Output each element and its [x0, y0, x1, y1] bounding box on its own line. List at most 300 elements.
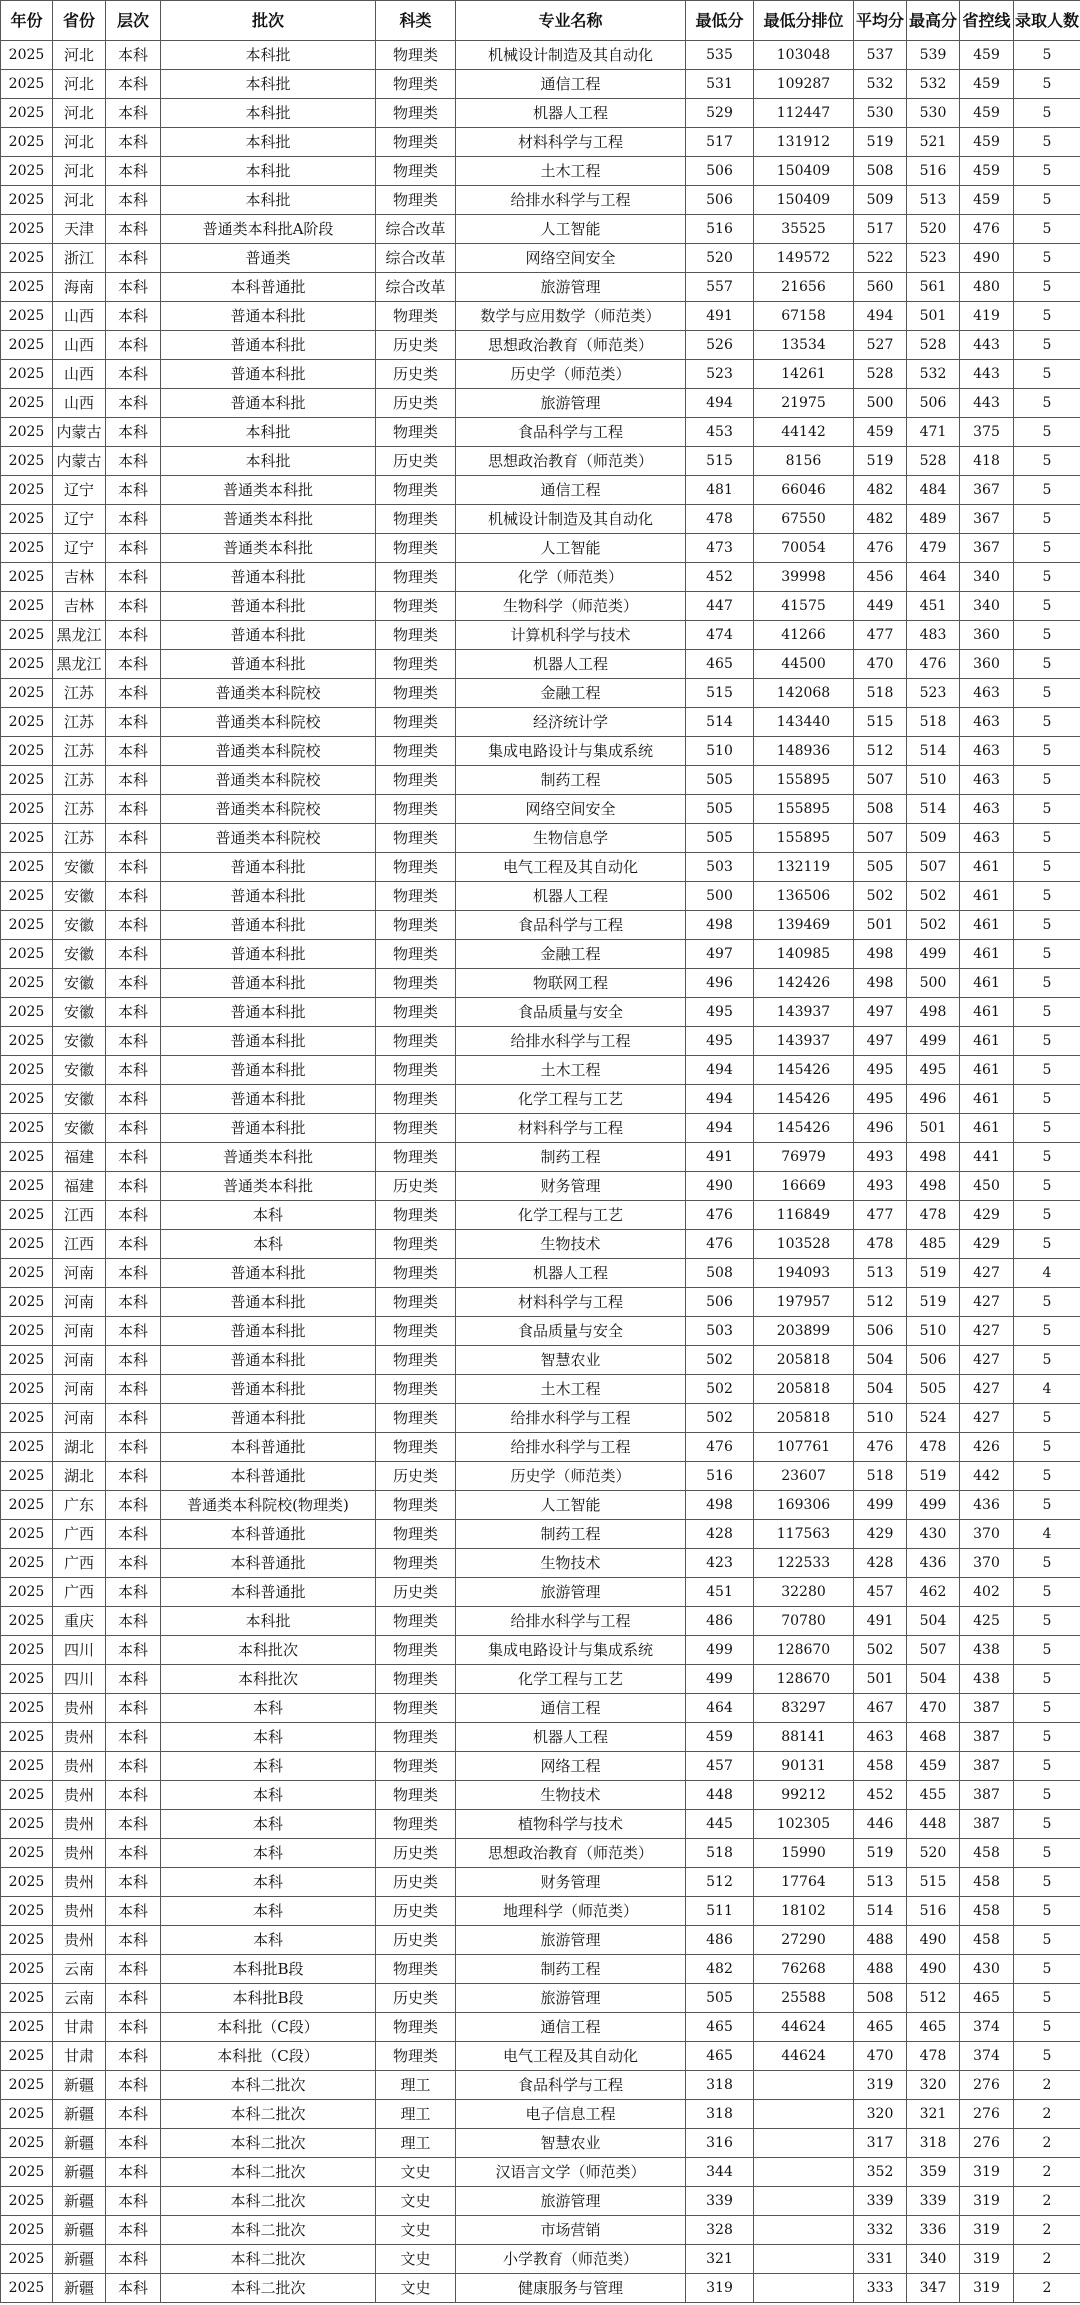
- year-cell: 2025: [1, 2100, 53, 2129]
- admitted-count-cell: 4: [1014, 1259, 1080, 1288]
- min-score-cell: 473: [686, 534, 754, 563]
- level-cell: 本科: [106, 128, 161, 157]
- avg-score-cell: 502: [854, 882, 907, 911]
- min-score-cell: 453: [686, 418, 754, 447]
- year-cell: 2025: [1, 1897, 53, 1926]
- admitted-count-cell: 5: [1014, 1984, 1080, 2013]
- min-score-cell: 511: [686, 1897, 754, 1926]
- category-cell: 物理类: [376, 795, 456, 824]
- category-cell: 物理类: [376, 1375, 456, 1404]
- major-cell: 智慧农业: [456, 2129, 686, 2158]
- year-cell: 2025: [1, 215, 53, 244]
- max-score-cell: 490: [907, 1926, 960, 1955]
- major-cell: 机器人工程: [456, 882, 686, 911]
- min-rank-cell: 142426: [754, 969, 854, 998]
- admitted-count-cell: 5: [1014, 969, 1080, 998]
- major-cell: 食品科学与工程: [456, 418, 686, 447]
- min-score-cell: 465: [686, 2042, 754, 2071]
- year-cell: 2025: [1, 447, 53, 476]
- min-rank-cell: [754, 2216, 854, 2245]
- level-cell: 本科: [106, 824, 161, 853]
- admitted-count-cell: 5: [1014, 70, 1080, 99]
- avg-score-cell: 500: [854, 389, 907, 418]
- col-header-admitted-count: 录取人数: [1014, 1, 1080, 41]
- table-row: [1, 360, 1080, 389]
- major-cell: 思想政治教育（师范类）: [456, 1839, 686, 1868]
- table-row: [1, 592, 1080, 621]
- major-cell: 网络空间安全: [456, 244, 686, 273]
- batch-cell: 本科: [161, 1723, 376, 1752]
- max-score-cell: 528: [907, 447, 960, 476]
- major-cell: 通信工程: [456, 70, 686, 99]
- control-line-cell: 367: [960, 476, 1014, 505]
- control-line-cell: 374: [960, 2013, 1014, 2042]
- min-rank-cell: 16669: [754, 1172, 854, 1201]
- batch-cell: 本科批: [161, 186, 376, 215]
- avg-score-cell: 482: [854, 505, 907, 534]
- batch-cell: 本科普通批: [161, 273, 376, 302]
- year-cell: 2025: [1, 41, 53, 70]
- control-line-cell: 450: [960, 1172, 1014, 1201]
- level-cell: 本科: [106, 1868, 161, 1897]
- avg-score-cell: 508: [854, 1984, 907, 2013]
- year-cell: 2025: [1, 1491, 53, 1520]
- table-row: [1, 2158, 1080, 2187]
- category-cell: 历史类: [376, 1462, 456, 1491]
- batch-cell: 本科批次: [161, 1636, 376, 1665]
- min-score-cell: 428: [686, 1520, 754, 1549]
- admitted-count-cell: 4: [1014, 1375, 1080, 1404]
- level-cell: 本科: [106, 1665, 161, 1694]
- major-cell: 网络工程: [456, 1752, 686, 1781]
- batch-cell: 本科批: [161, 447, 376, 476]
- batch-cell: 普通本科批: [161, 969, 376, 998]
- major-cell: 历史学（师范类）: [456, 360, 686, 389]
- province-cell: 黑龙江: [53, 621, 106, 650]
- province-cell: 新疆: [53, 2071, 106, 2100]
- table-row: [1, 795, 1080, 824]
- admitted-count-cell: 5: [1014, 389, 1080, 418]
- province-cell: 新疆: [53, 2158, 106, 2187]
- avg-score-cell: 560: [854, 273, 907, 302]
- category-cell: 物理类: [376, 2042, 456, 2071]
- min-rank-cell: 83297: [754, 1694, 854, 1723]
- min-rank-cell: 148936: [754, 737, 854, 766]
- control-line-cell: 463: [960, 737, 1014, 766]
- min-score-cell: 319: [686, 2274, 754, 2303]
- admitted-count-cell: 5: [1014, 1723, 1080, 1752]
- province-cell: 辽宁: [53, 505, 106, 534]
- year-cell: 2025: [1, 2129, 53, 2158]
- year-cell: 2025: [1, 1027, 53, 1056]
- min-rank-cell: 14261: [754, 360, 854, 389]
- max-score-cell: 490: [907, 1955, 960, 1984]
- province-cell: 黑龙江: [53, 650, 106, 679]
- year-cell: 2025: [1, 1317, 53, 1346]
- max-score-cell: 528: [907, 331, 960, 360]
- table-row: [1, 1665, 1080, 1694]
- year-cell: 2025: [1, 1462, 53, 1491]
- min-rank-cell: 70780: [754, 1607, 854, 1636]
- category-cell: 历史类: [376, 1897, 456, 1926]
- category-cell: 物理类: [376, 737, 456, 766]
- admitted-count-cell: 5: [1014, 418, 1080, 447]
- table-row: [1, 2216, 1080, 2245]
- year-cell: 2025: [1, 418, 53, 447]
- batch-cell: 普通本科批: [161, 1259, 376, 1288]
- avg-score-cell: 515: [854, 708, 907, 737]
- major-cell: 机器人工程: [456, 99, 686, 128]
- province-cell: 新疆: [53, 2100, 106, 2129]
- batch-cell: 本科: [161, 1926, 376, 1955]
- province-cell: 河北: [53, 41, 106, 70]
- level-cell: 本科: [106, 1636, 161, 1665]
- level-cell: 本科: [106, 998, 161, 1027]
- province-cell: 云南: [53, 1955, 106, 1984]
- control-line-cell: 276: [960, 2100, 1014, 2129]
- level-cell: 本科: [106, 621, 161, 650]
- min-rank-cell: 142068: [754, 679, 854, 708]
- min-score-cell: 523: [686, 360, 754, 389]
- table-row: [1, 650, 1080, 679]
- max-score-cell: 495: [907, 1056, 960, 1085]
- major-cell: 生物技术: [456, 1781, 686, 1810]
- category-cell: 物理类: [376, 157, 456, 186]
- min-score-cell: 502: [686, 1375, 754, 1404]
- avg-score-cell: 498: [854, 940, 907, 969]
- level-cell: 本科: [106, 1810, 161, 1839]
- avg-score-cell: 502: [854, 1636, 907, 1665]
- admitted-count-cell: 5: [1014, 766, 1080, 795]
- major-cell: 人工智能: [456, 534, 686, 563]
- level-cell: 本科: [106, 1404, 161, 1433]
- avg-score-cell: 509: [854, 186, 907, 215]
- batch-cell: 普通本科批: [161, 563, 376, 592]
- avg-score-cell: 504: [854, 1346, 907, 1375]
- level-cell: 本科: [106, 679, 161, 708]
- category-cell: 物理类: [376, 2013, 456, 2042]
- category-cell: 物理类: [376, 128, 456, 157]
- admitted-count-cell: 5: [1014, 1404, 1080, 1433]
- min-rank-cell: 66046: [754, 476, 854, 505]
- batch-cell: 普通本科批: [161, 1027, 376, 1056]
- min-rank-cell: 103048: [754, 41, 854, 70]
- avg-score-cell: 512: [854, 737, 907, 766]
- max-score-cell: 339: [907, 2187, 960, 2216]
- avg-score-cell: 518: [854, 1462, 907, 1491]
- batch-cell: 本科批B段: [161, 1955, 376, 1984]
- min-score-cell: 500: [686, 882, 754, 911]
- category-cell: 物理类: [376, 621, 456, 650]
- year-cell: 2025: [1, 1578, 53, 1607]
- col-header-year: 年份: [1, 1, 53, 41]
- major-cell: 金融工程: [456, 679, 686, 708]
- province-cell: 安徽: [53, 969, 106, 998]
- min-score-cell: 515: [686, 679, 754, 708]
- category-cell: 物理类: [376, 1201, 456, 1230]
- max-score-cell: 489: [907, 505, 960, 534]
- major-cell: 数学与应用数学（师范类）: [456, 302, 686, 331]
- year-cell: 2025: [1, 766, 53, 795]
- control-line-cell: 480: [960, 273, 1014, 302]
- level-cell: 本科: [106, 1723, 161, 1752]
- major-cell: 给排水科学与工程: [456, 1607, 686, 1636]
- min-rank-cell: 205818: [754, 1375, 854, 1404]
- category-cell: 物理类: [376, 563, 456, 592]
- level-cell: 本科: [106, 2187, 161, 2216]
- admitted-count-cell: 2: [1014, 2129, 1080, 2158]
- major-cell: 植物科学与技术: [456, 1810, 686, 1839]
- max-score-cell: 436: [907, 1549, 960, 1578]
- min-score-cell: 517: [686, 128, 754, 157]
- min-score-cell: 452: [686, 563, 754, 592]
- year-cell: 2025: [1, 1520, 53, 1549]
- avg-score-cell: 465: [854, 2013, 907, 2042]
- level-cell: 本科: [106, 940, 161, 969]
- table-row: [1, 2274, 1080, 2303]
- admitted-count-cell: 5: [1014, 505, 1080, 534]
- level-cell: 本科: [106, 1926, 161, 1955]
- year-cell: 2025: [1, 1375, 53, 1404]
- min-rank-cell: 70054: [754, 534, 854, 563]
- year-cell: 2025: [1, 969, 53, 998]
- category-cell: 物理类: [376, 1491, 456, 1520]
- level-cell: 本科: [106, 41, 161, 70]
- min-score-cell: 494: [686, 1085, 754, 1114]
- batch-cell: 本科二批次: [161, 2129, 376, 2158]
- min-rank-cell: 13534: [754, 331, 854, 360]
- level-cell: 本科: [106, 1259, 161, 1288]
- max-score-cell: 523: [907, 679, 960, 708]
- table-row: [1, 99, 1080, 128]
- min-score-cell: 465: [686, 650, 754, 679]
- min-rank-cell: 15990: [754, 1839, 854, 1868]
- admitted-count-cell: 5: [1014, 998, 1080, 1027]
- max-score-cell: 504: [907, 1665, 960, 1694]
- category-cell: 物理类: [376, 1143, 456, 1172]
- control-line-cell: 319: [960, 2274, 1014, 2303]
- major-cell: 历史学（师范类）: [456, 1462, 686, 1491]
- control-line-cell: 443: [960, 389, 1014, 418]
- avg-score-cell: 495: [854, 1056, 907, 1085]
- year-cell: 2025: [1, 1404, 53, 1433]
- table-row: [1, 911, 1080, 940]
- batch-cell: 本科批（C段）: [161, 2042, 376, 2071]
- control-line-cell: 276: [960, 2129, 1014, 2158]
- avg-score-cell: 513: [854, 1259, 907, 1288]
- avg-score-cell: 477: [854, 621, 907, 650]
- major-cell: 市场营销: [456, 2216, 686, 2245]
- table-row: [1, 1462, 1080, 1491]
- control-line-cell: 427: [960, 1317, 1014, 1346]
- level-cell: 本科: [106, 563, 161, 592]
- control-line-cell: 360: [960, 621, 1014, 650]
- max-score-cell: 448: [907, 1810, 960, 1839]
- control-line-cell: 387: [960, 1723, 1014, 1752]
- batch-cell: 本科二批次: [161, 2216, 376, 2245]
- admitted-count-cell: 2: [1014, 2216, 1080, 2245]
- level-cell: 本科: [106, 1172, 161, 1201]
- col-header-province: 省份: [53, 1, 106, 41]
- avg-score-cell: 429: [854, 1520, 907, 1549]
- province-cell: 贵州: [53, 1752, 106, 1781]
- level-cell: 本科: [106, 244, 161, 273]
- col-header-level: 层次: [106, 1, 161, 41]
- control-line-cell: 340: [960, 563, 1014, 592]
- min-rank-cell: 21656: [754, 273, 854, 302]
- admitted-count-cell: 5: [1014, 186, 1080, 215]
- category-cell: 综合改革: [376, 273, 456, 302]
- control-line-cell: 387: [960, 1694, 1014, 1723]
- batch-cell: 普通类本科院校: [161, 766, 376, 795]
- batch-cell: 普通本科批: [161, 1288, 376, 1317]
- major-cell: 给排水科学与工程: [456, 186, 686, 215]
- level-cell: 本科: [106, 1230, 161, 1259]
- min-rank-cell: 67550: [754, 505, 854, 534]
- max-score-cell: 530: [907, 99, 960, 128]
- admitted-count-cell: 5: [1014, 1201, 1080, 1230]
- admitted-count-cell: 5: [1014, 1752, 1080, 1781]
- min-rank-cell: 90131: [754, 1752, 854, 1781]
- avg-score-cell: 339: [854, 2187, 907, 2216]
- category-cell: 文史: [376, 2187, 456, 2216]
- min-rank-cell: 23607: [754, 1462, 854, 1491]
- min-rank-cell: 122533: [754, 1549, 854, 1578]
- admitted-count-cell: 2: [1014, 2071, 1080, 2100]
- max-score-cell: 499: [907, 940, 960, 969]
- min-score-cell: 499: [686, 1665, 754, 1694]
- province-cell: 安徽: [53, 1027, 106, 1056]
- admitted-count-cell: 2: [1014, 2274, 1080, 2303]
- admitted-count-cell: 5: [1014, 1897, 1080, 1926]
- table-row: [1, 1201, 1080, 1230]
- batch-cell: 普通本科批: [161, 389, 376, 418]
- major-cell: 人工智能: [456, 1491, 686, 1520]
- min-rank-cell: 143937: [754, 998, 854, 1027]
- max-score-cell: 359: [907, 2158, 960, 2187]
- level-cell: 本科: [106, 1694, 161, 1723]
- min-rank-cell: 150409: [754, 157, 854, 186]
- min-rank-cell: 155895: [754, 824, 854, 853]
- table-row: [1, 1056, 1080, 1085]
- min-rank-cell: 145426: [754, 1114, 854, 1143]
- category-cell: 综合改革: [376, 215, 456, 244]
- min-rank-cell: 194093: [754, 1259, 854, 1288]
- max-score-cell: 515: [907, 1868, 960, 1897]
- control-line-cell: 476: [960, 215, 1014, 244]
- category-cell: 历史类: [376, 389, 456, 418]
- max-score-cell: 496: [907, 1085, 960, 1114]
- level-cell: 本科: [106, 389, 161, 418]
- min-rank-cell: 41575: [754, 592, 854, 621]
- avg-score-cell: 517: [854, 215, 907, 244]
- province-cell: 吉林: [53, 592, 106, 621]
- batch-cell: 本科二批次: [161, 2158, 376, 2187]
- avg-score-cell: 518: [854, 679, 907, 708]
- control-line-cell: 429: [960, 1201, 1014, 1230]
- province-cell: 湖北: [53, 1462, 106, 1491]
- max-score-cell: 462: [907, 1578, 960, 1607]
- level-cell: 本科: [106, 853, 161, 882]
- avg-score-cell: 482: [854, 476, 907, 505]
- control-line-cell: 461: [960, 969, 1014, 998]
- major-cell: 土木工程: [456, 1375, 686, 1404]
- year-cell: 2025: [1, 708, 53, 737]
- category-cell: 物理类: [376, 1520, 456, 1549]
- min-rank-cell: 117563: [754, 1520, 854, 1549]
- avg-score-cell: 458: [854, 1752, 907, 1781]
- level-cell: 本科: [106, 2071, 161, 2100]
- category-cell: 物理类: [376, 1085, 456, 1114]
- category-cell: 物理类: [376, 1288, 456, 1317]
- admitted-count-cell: 5: [1014, 911, 1080, 940]
- table-row: [1, 1955, 1080, 1984]
- max-score-cell: 471: [907, 418, 960, 447]
- max-score-cell: 500: [907, 969, 960, 998]
- min-rank-cell: 155895: [754, 766, 854, 795]
- year-cell: 2025: [1, 157, 53, 186]
- control-line-cell: 463: [960, 708, 1014, 737]
- batch-cell: 本科二批次: [161, 2274, 376, 2303]
- max-score-cell: 502: [907, 911, 960, 940]
- min-score-cell: 445: [686, 1810, 754, 1839]
- min-score-cell: 499: [686, 1636, 754, 1665]
- year-cell: 2025: [1, 2274, 53, 2303]
- max-score-cell: 320: [907, 2071, 960, 2100]
- min-score-cell: 505: [686, 824, 754, 853]
- min-rank-cell: 145426: [754, 1085, 854, 1114]
- level-cell: 本科: [106, 70, 161, 99]
- max-score-cell: 499: [907, 1027, 960, 1056]
- level-cell: 本科: [106, 418, 161, 447]
- batch-cell: 本科批: [161, 99, 376, 128]
- category-cell: 物理类: [376, 1781, 456, 1810]
- province-cell: 江苏: [53, 708, 106, 737]
- avg-score-cell: 352: [854, 2158, 907, 2187]
- year-cell: 2025: [1, 1288, 53, 1317]
- province-cell: 广西: [53, 1578, 106, 1607]
- batch-cell: 普通本科批: [161, 1085, 376, 1114]
- batch-cell: 普通类本科批: [161, 1172, 376, 1201]
- major-cell: 材料科学与工程: [456, 128, 686, 157]
- max-score-cell: 510: [907, 766, 960, 795]
- avg-score-cell: 507: [854, 766, 907, 795]
- table-row: [1, 708, 1080, 737]
- major-cell: 旅游管理: [456, 1984, 686, 2013]
- min-score-cell: 508: [686, 1259, 754, 1288]
- province-cell: 山西: [53, 360, 106, 389]
- admitted-count-cell: 5: [1014, 331, 1080, 360]
- table-row: [1, 302, 1080, 331]
- major-cell: 小学教育（师范类）: [456, 2245, 686, 2274]
- year-cell: 2025: [1, 2216, 53, 2245]
- max-score-cell: 514: [907, 795, 960, 824]
- avg-score-cell: 476: [854, 1433, 907, 1462]
- major-cell: 通信工程: [456, 2013, 686, 2042]
- category-cell: 文史: [376, 2216, 456, 2245]
- level-cell: 本科: [106, 2245, 161, 2274]
- min-score-cell: 495: [686, 1027, 754, 1056]
- table-row: [1, 1868, 1080, 1897]
- avg-score-cell: 332: [854, 2216, 907, 2245]
- batch-cell: 普通类本科批A阶段: [161, 215, 376, 244]
- province-cell: 贵州: [53, 1781, 106, 1810]
- avg-score-cell: 319: [854, 2071, 907, 2100]
- category-cell: 物理类: [376, 1549, 456, 1578]
- max-score-cell: 510: [907, 1317, 960, 1346]
- major-cell: 食品科学与工程: [456, 911, 686, 940]
- category-cell: 物理类: [376, 1665, 456, 1694]
